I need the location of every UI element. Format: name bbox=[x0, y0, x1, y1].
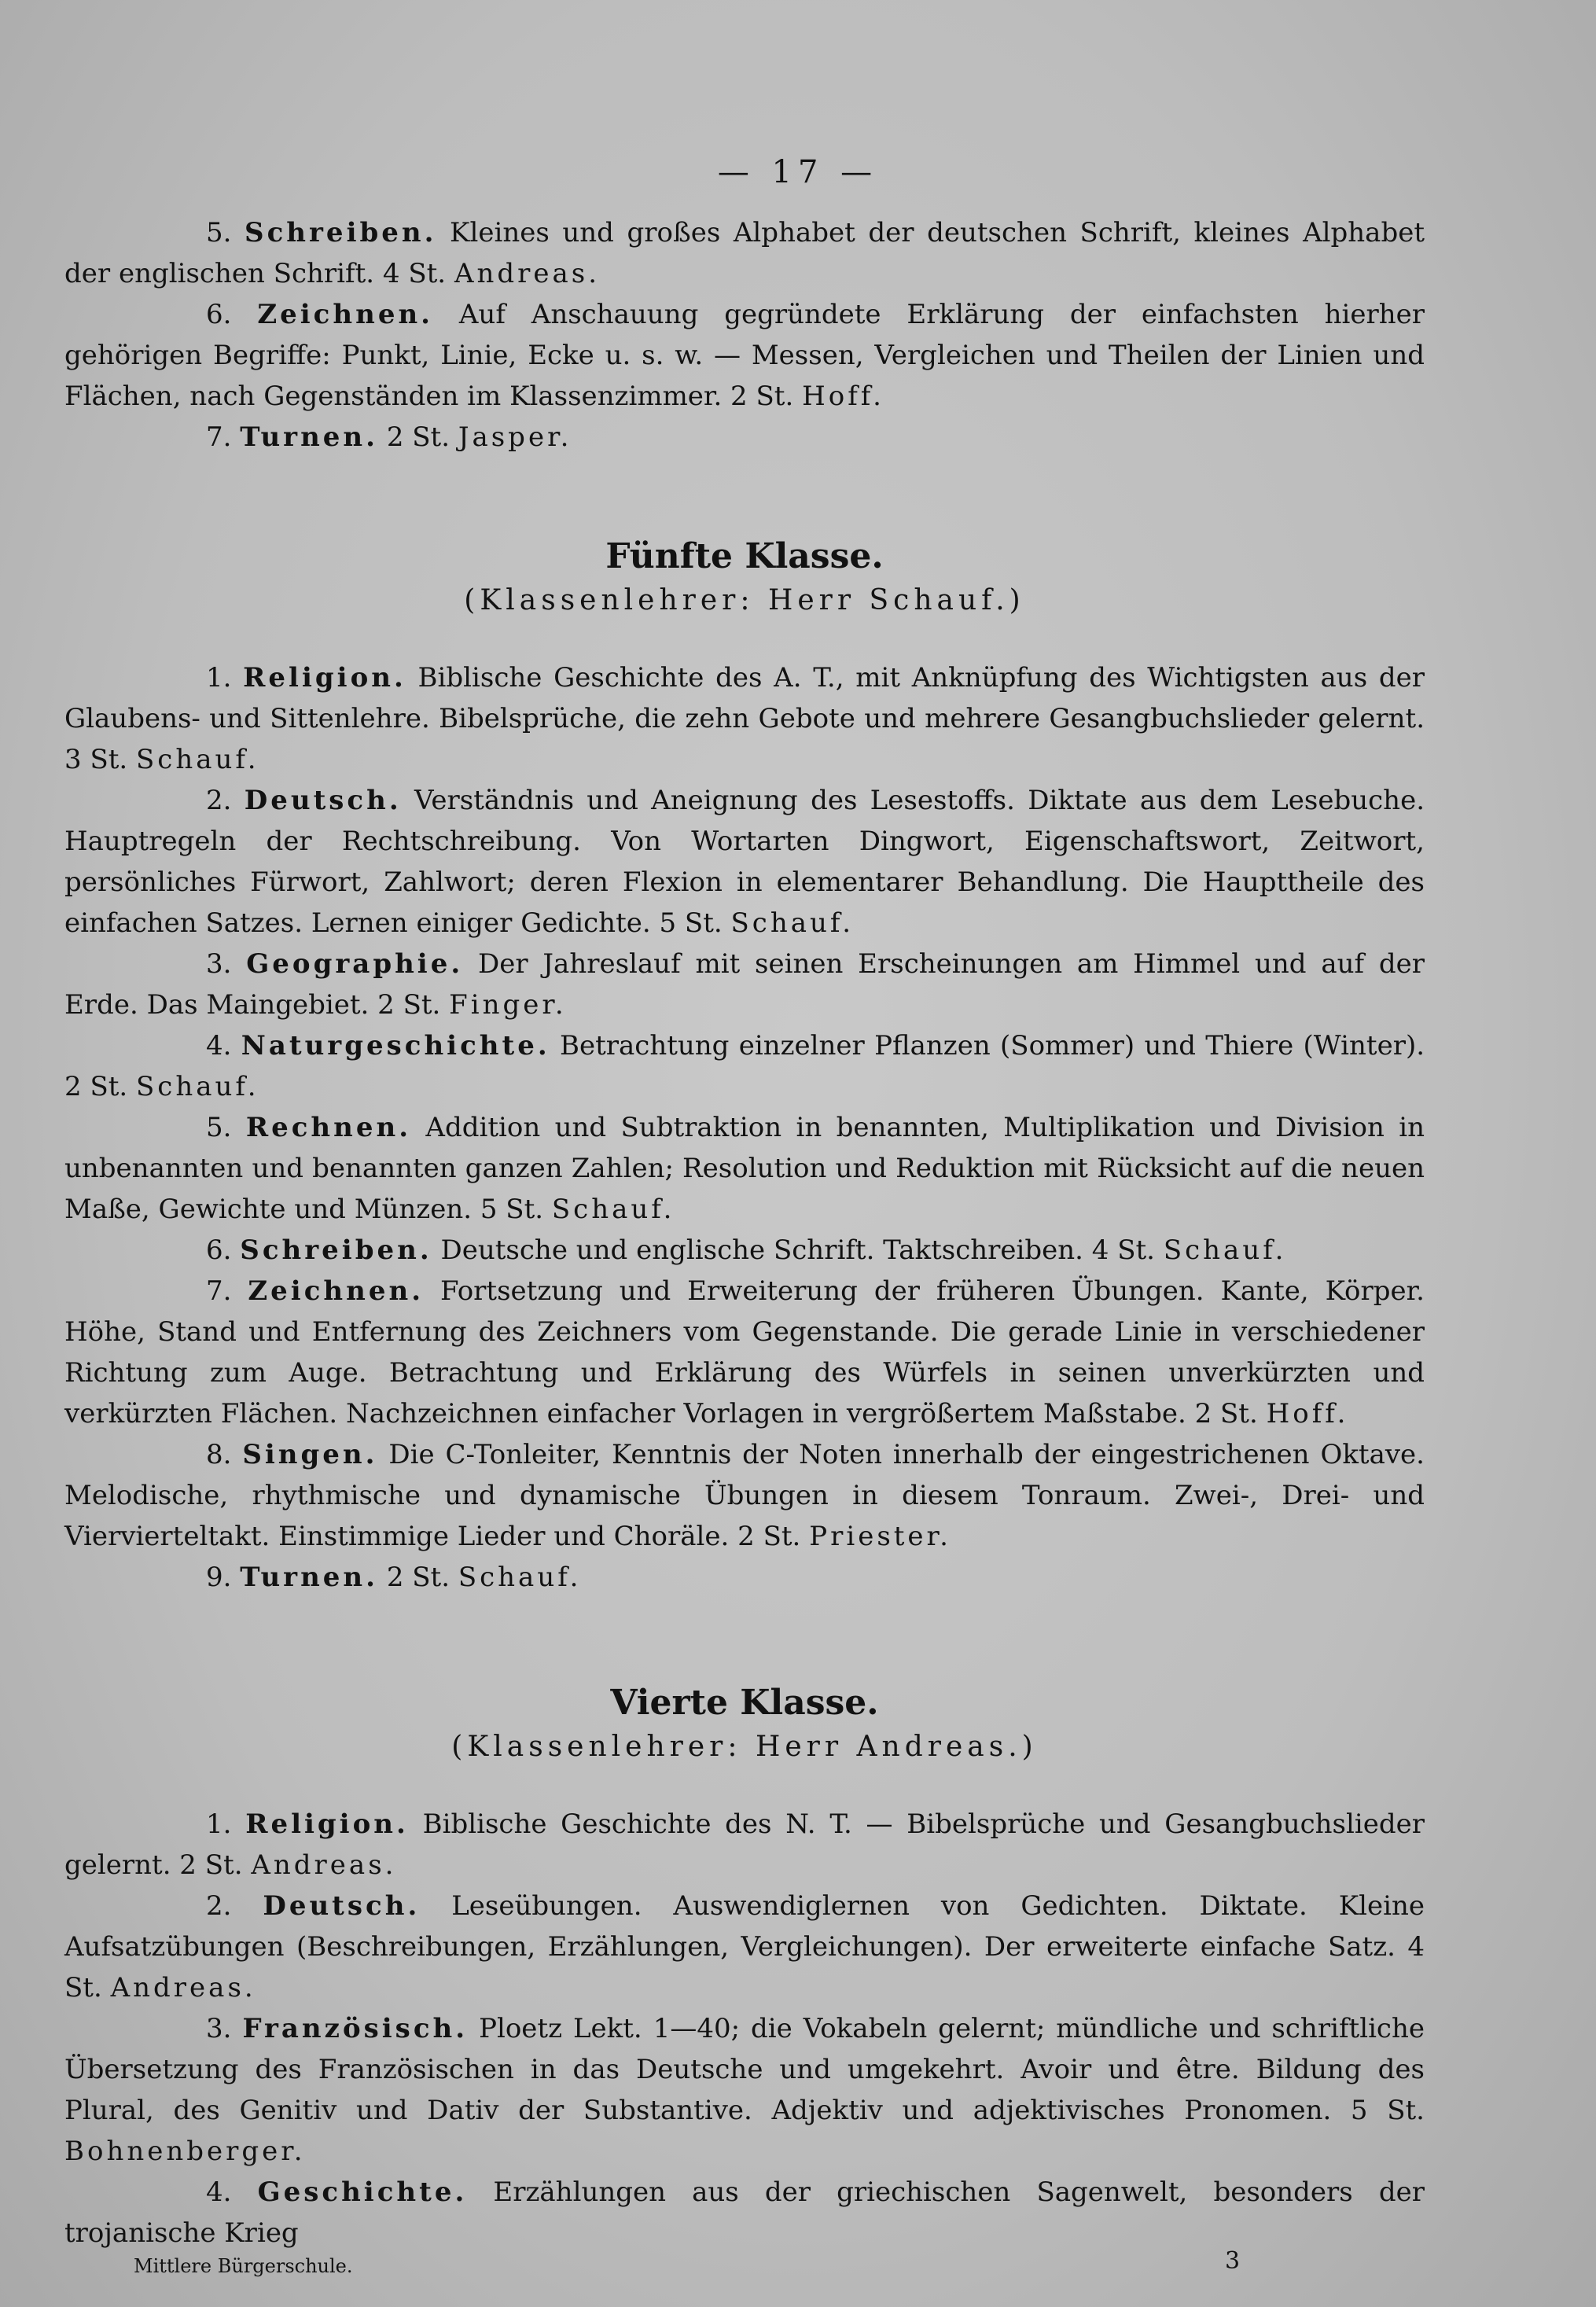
top-item-7: 7. Turnen. 2 St. Jasper. bbox=[206, 421, 572, 453]
page-content bbox=[64, 212, 1425, 2254]
class5-item-singen: 8. Singen. Die C-Tonleiter, Kenntnis der Noten innerhalb der eingestrichenen Oktave. Melodische, rhythmische und dynamische Übungen in diesem Tonraum. Zwei-, Drei- und Viervierteltakt. Einstimmige Lieder und Choräle. 2 St. Priester. bbox=[64, 1439, 1425, 1552]
top-item-6: 6. Zeichnen. Auf Anschauung gegründete Erklärung der einfachsten hierher gehörigen Begriffe: Punkt, Linie, Ecke u. s. w. — Messen, Vergleichen und Theilen der Linien und Flächen, nach Gegenständen im Klassenzimmer. 2 St. Hoff. bbox=[64, 299, 1425, 412]
section-heading-fuenfte-klasse: Fünfte Klasse. bbox=[605, 536, 884, 576]
class5-item-turnen: 9. Turnen. 2 St. Schauf. bbox=[206, 1562, 582, 1593]
top-item-5: 5. Schreiben. Kleines und großes Alphabet der deutschen Schrift, kleines Alphabet der englischen Schrift. 4 St. Andreas. bbox=[64, 217, 1425, 289]
class5-item-deutsch: 2. Deutsch. Verständnis und Aneignung des Lesestoffs. Diktate aus dem Lesebuche. Hauptregeln der Rechtschreibung. Von Wortarten Dingwort, Eigenschaftswort, Zeitwort, persönliches Fürwort, Zahlwort; deren Flexion in elementarer Behandlung. Die Haupttheile des einfachen Satzes. Lernen einiger Gedichte. 5 St. Schauf. bbox=[64, 785, 1425, 939]
class4-item-geschichte: 4. Geschichte. Erzählungen aus der griechischen Sagenwelt, besonders der trojanische Krieg bbox=[64, 2176, 1425, 2249]
section-subheading-klassenlehrer-schauf: (Klassenlehrer: Herr Schauf.) bbox=[464, 584, 1025, 616]
class4-item-deutsch: 2. Deutsch. Leseübungen. Auswendiglernen von Gedichten. Diktate. Kleine Aufsatzübungen (Beschreibungen, Erzählungen, Vergleichungen). Der erweiterte einfache Satz. 4 St. Andreas. bbox=[64, 1890, 1425, 2003]
footer-sheet-number: 3 bbox=[1225, 2247, 1241, 2275]
footer-signature: Mittlere Bürgerschule. bbox=[134, 2255, 353, 2277]
class4-item-religion: 1. Religion. Biblische Geschichte des N. T. — Bibelsprüche und Gesangbuchslieder gelernt. 2 St. Andreas. bbox=[64, 1808, 1425, 1881]
section-subheading-klassenlehrer-andreas: (Klassenlehrer: Herr Andreas.) bbox=[451, 1731, 1038, 1763]
class5-item-geographie: 3. Geographie. Der Jahreslauf mit seinen Erscheinungen am Himmel und auf der Erde. Das Maingebiet. 2 St. Finger. bbox=[64, 948, 1425, 1021]
class5-item-naturgeschichte: 4. Naturgeschichte. Betrachtung einzelner Pflanzen (Sommer) und Thiere (Winter). 2 St. Schauf. bbox=[64, 1030, 1425, 1102]
page-number: — 17 — bbox=[717, 154, 879, 190]
class5-item-rechnen: 5. Rechnen. Addition und Subtraktion in benannten, Multiplikation und Division in unbenannten und benannten ganzen Zahlen; Resolution und Reduktion mit Rücksicht auf die neuen Maße, Gewichte und Münzen. 5 St. Schauf. bbox=[64, 1112, 1425, 1225]
class5-item-schreiben: 6. Schreiben. Deutsche und englische Schrift. Taktschreiben. 4 St. Schauf. bbox=[206, 1234, 1287, 1266]
class5-item-zeichnen: 7. Zeichnen. Fortsetzung und Erweiterung der früheren Übungen. Kante, Körper. Höhe, Stand und Entfernung des Zeichners vom Gegenstande. Die gerade Linie in verschiedener Richtung zum Auge. Betrachtung und Erklärung des Würfels in seinen unverkürzten und verkürzten Flächen. Nachzeichnen einfacher Vorlagen in vergrößertem Maßstabe. 2 St. Hoff. bbox=[64, 1275, 1425, 1429]
class5-item-religion: 1. Religion. Biblische Geschichte des A. T., mit Anknüpfung des Wichtigsten aus der Glaubens- und Sittenlehre. Bibelsprüche, die zehn Gebote und mehrere Gesangbuchslieder gelernt. 3 St. Schauf. bbox=[64, 662, 1425, 775]
class4-item-franzoesisch: 3. Französisch. Ploetz Lekt. 1—40; die Vokabeln gelernt; mündliche und schriftliche Übersetzung des Französischen in das Deutsche und umgekehrt. Avoir und être. Bildung des Plural, des Genitiv und Dativ der Substantive. Adjektiv und adjektivisches Pronomen. 5 St. Bohnenberger. bbox=[64, 2013, 1425, 2167]
section-heading-vierte-klasse: Vierte Klasse. bbox=[610, 1683, 879, 1723]
